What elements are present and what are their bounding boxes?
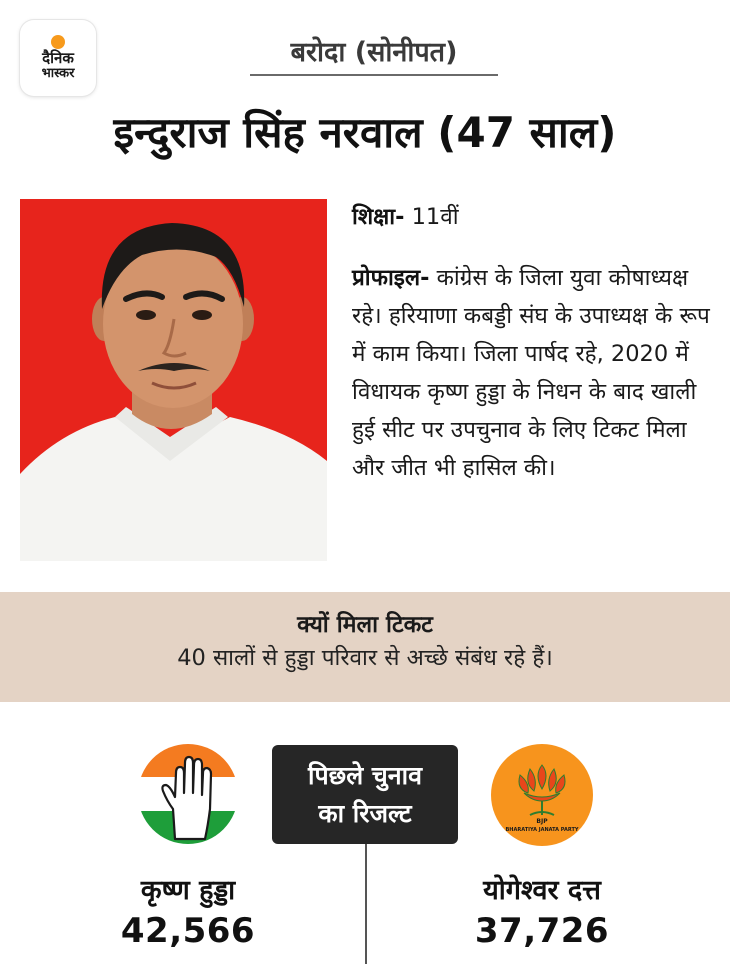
logo-line-2: भास्कर xyxy=(41,66,75,82)
logo-sun-icon xyxy=(51,35,65,49)
left-candidate-votes: 42,566 xyxy=(120,911,256,951)
constituency-title: बरोदा (सोनीपत) xyxy=(290,37,458,68)
dainik-bhaskar-logo xyxy=(20,20,96,96)
profile-info xyxy=(352,259,712,487)
profile-label: प्रोफाइल- xyxy=(352,265,430,291)
bjp-logo-full: BHARATIYA JANATA PARTY xyxy=(505,827,579,833)
right-candidate-name: योगेश्वर दत्त xyxy=(483,875,601,906)
ticket-reason-text: 40 सालों से हुड्डा परिवार से अच्छे संबंध रहे हैं। xyxy=(177,645,553,671)
ticket-reason-band xyxy=(0,592,730,702)
bjp-lotus-icon xyxy=(490,743,594,847)
left-candidate-name: कृष्ण हुड्डा xyxy=(140,875,236,906)
constituency-underline xyxy=(250,74,498,76)
previous-candidate-right xyxy=(412,873,672,953)
logo-line-1: दैनिक xyxy=(42,49,74,68)
bjp-logo-short: BJP xyxy=(536,818,548,825)
previous-candidate-left xyxy=(58,873,318,953)
candidate-photo xyxy=(20,199,327,561)
education-label: शिक्षा- xyxy=(352,204,405,230)
ticket-reason-title: क्यों मिला टिकट xyxy=(297,612,433,638)
right-candidate-votes: 37,726 xyxy=(474,911,610,951)
education-info xyxy=(352,201,712,233)
congress-hand-icon xyxy=(137,743,239,845)
education-value: 11वीं xyxy=(411,204,459,230)
badge-line-2: का रिजल्ट xyxy=(318,799,412,828)
result-divider xyxy=(365,844,367,964)
profile-text: कांग्रेस के जिला युवा कोषाध्यक्ष रहे। हरियाणा कबड्डी संघ के उपाध्यक्ष के रूप में काम किया। जिला पार्षद रहे, 2020 में विधायक कृष्ण हुड्डा के निधन के बाद खाली हुई सीट पर उपचुनाव के लिए टिकट मिला और जीत भी हासिल की। xyxy=(352,265,710,481)
previous-result-badge xyxy=(272,745,458,844)
badge-line-1: पिछले चुनाव xyxy=(308,761,422,790)
candidate-name: इन्दुराज सिंह नरवाल (47 साल) xyxy=(113,108,617,157)
